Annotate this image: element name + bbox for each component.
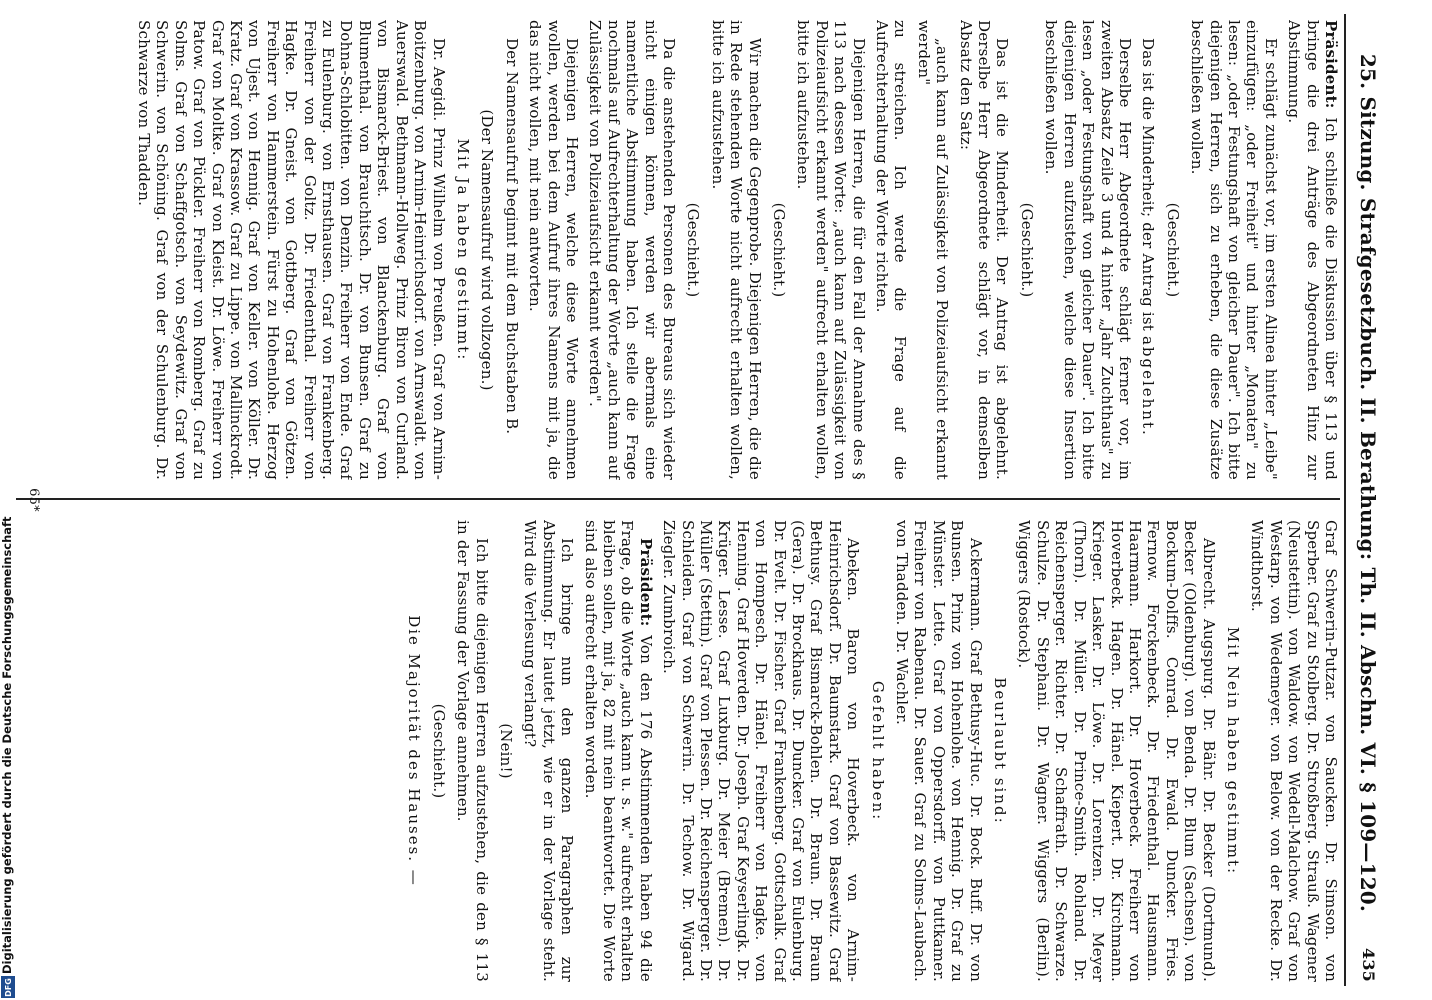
digitization-credit — [0, 516, 16, 1000]
applause-note: (Geschieht.) — [1017, 202, 1036, 298]
paragraph — [1139, 20, 1157, 480]
applause-note: (Geschieht.) — [684, 202, 703, 298]
yes-heading: Mit Ja haben gestimmt: — [453, 138, 472, 362]
paragraph: Ich bitte diejenigen Herren aufzustehen, die den § 113 in der Fassung der Vorlage annehmen. — [454, 520, 491, 982]
dfg-logo-icon — [1, 976, 15, 998]
applause-note: (Geschieht.) — [770, 202, 789, 298]
quotation: „auch kann auf Zulässigkeit von Polizeiaufsicht erkannt werden" — [914, 20, 952, 480]
header-title: 25. Sitzung. Strafgesetzbuch. II. Berathung: Th. II. Abschn. VI. § 109—120. — [1356, 53, 1381, 913]
interjection: (Nein!) — [496, 723, 515, 779]
applause-note: (Geschieht.) — [1163, 202, 1182, 298]
paragraph: Der Namensaufruf beginnt mit dem Buchstaben B. — [502, 38, 521, 435]
paragraph: Er schlägt zunächst vor, im ersten Alinea hinter „Leibe" einzufügen: „oder Freiheit" und hinter „Monaten" zu lesen: „oder Festungshaft von gleicher Dauer". Ich bitte diejenigen Herren, sich zu erheben, die diese Zusätze beschließen wollen. — [1188, 20, 1280, 480]
on-leave-heading: Beurlaubt sind: — [991, 677, 1010, 825]
paragraph: Diejenigen Herren, die für den Fall der Annahme des § 113 nach dessen Worte: „auch kann auf Zulässigkeit von Polizeiaufsicht erkannt werden" aufrecht erhalten wollen, bitte ich aufzustehen. — [794, 20, 868, 480]
paragraph: Wir machen die Gegenprobe. Diejenigen Herren, die die in Rede stehenden Worte nicht aufrecht erhalten wollen, bitte ich aufzustehen. — [708, 20, 764, 480]
sheet-mark: 65* — [26, 488, 42, 512]
column-divider — [16, 498, 1340, 500]
paragraph: Diejenigen Herren, welche diese Worte annehmen wollen, werden bei dem Aufruf ihres Namens mit ja, die das nicht wollen, mit nein antworten. — [526, 20, 581, 480]
no-list: Albrecht. Augspurg. Dr. Bähr. Dr. Becker (Dortmund). Becker (Oldenburg). von Benda. Dr. Blum (Sachsen). von Bockum-Dolffs. Conrad. Dr. Ewald. Duncker. Fries. Fernow. Forckenbeck. Dr. Friedenthal. Hausmann. Haarmann. Harkort. Dr. Hoverbeck. Freiherr von Hoverbeck. Hagen. Dr. Hänel. Kiepert. Dr. Kirchmann. Krieger. Lasker. Dr. Löwe. Dr. Lorentzen. Dr. Meyer (Thorn). Dr. Müller. Dr. Prince-Smith. Rohland. Dr. Reichensperger. Richter. Dr. Schaffrath. Dr. Schwarze. Schulze. Dr. Stephani. Dr. Wagner. Wiggers (Berlin). Wiggers (Rostock). — [1015, 520, 1218, 982]
paragraph: zu streichen. Ich werde die Frage auf die Aufrechterhaltung der Worte richten. — [873, 20, 910, 480]
speaker-label: Präsident: — [636, 538, 655, 627]
paragraph-text: Ich schließe die Diskussion über § 113 und bringe die drei Anträge des Abgeordneten Hinz zur Abstimmung. — [1285, 20, 1340, 480]
vote-result: Die Majorität des Hauses. — — [405, 615, 424, 887]
credit-text: Digitalisierung gefördert durch die Deutsche Forschungsgemeinschaft — [0, 516, 14, 974]
paragraph: Da die anstehenden Personen des Bureaus sich wieder nicht einigen können, werden wir abermals eine namentliche Abstimmung haben. Ich stelle die Frage nochmals auf Aufrechterhaltung der Worte „auch kann auf Zulässigkeit von Polizeiaufsicht erkannt werden". — [586, 20, 678, 480]
roll-call-note: (Der Namensaufruf wird vollzogen.) — [478, 109, 497, 391]
paragraph: Das ist die Minderheit. Der Antrag ist abgelehnt. Derselbe Herr Abgeordnete schlägt vor, in demselben Absatz den Satz: — [956, 20, 1012, 480]
paragraph: Ich bringe nun den ganzen Paragraphen zur Abstimmung. Er lautet jetzt, wie er in der Vorlage steht. Wird die Verlesung verlangt? — [521, 520, 577, 982]
no-heading: Mit Nein haben gestimmt: — [1223, 626, 1242, 876]
yes-list: Dr. Aegidi. Prinz Wilhelm von Preußen. Graf von Arnim-Boitzenburg. von Arnim-Heinrichsdorf. von Arnswaldt. von Auerswald. Bethmann-Hollweg. Prinz Biron von Curland. von Bismarck-Briest. von Blanckenburg. Graf von Blumenthal. von Brauchitsch. Dr. von Bunsen. Graf zu Dohna-Schlobitten. von Denzin. Freiherr von Ende. Graf zu Eulenburg. von Ernsthausen. Graf von Frankenberg. Freiherr von der Goltz. Dr. Friedenthal. Freiherr von Hagke. Dr. Gneist. von Gottberg. Graf von Götzen. Freiherr von Hammerstein. Fürst zu Hohenlohe. Herzog von Ujest. von Hennig. Graf von Keller. von Köller. Dr. Kratz. Graf von Krassow. Graf zu Lippe. von Mallinckrodt. Graf von Moltke. Graf von Kleist. Dr. Löwe. Freiherr von Patow. Graf von Pückler. Freiherr von Romberg. Graf zu Solms. Graf von Schaffgotsch. von Seydewitz. Graf von Schwerin. von Schöning. Graf von der Schulenburg. Dr. Schwarze von Thadden. — [135, 20, 448, 480]
paragraph — [1285, 20, 1340, 480]
speaker-label: Präsident: — [1322, 20, 1340, 109]
header-rule — [1344, 14, 1346, 986]
paragraph: Derselbe Herr Abgeordnete schlägt ferner vor, im zweiten Absatz Zeile 3 und 4 hinter „Jahr Zuchthaus" zu lesen „oder Festungshaft von gleicher Dauer". Ich bitte diejenigen Herren aufzustehen, welche diese Insertion beschließen wollen. — [1042, 20, 1134, 480]
absent-heading: Gefehlt haben: — [868, 680, 887, 822]
dfg-logo-label: DFG — [3, 977, 13, 997]
emphasized-word: abgelehnt. — [1139, 335, 1158, 437]
paragraph-text: Das ist die Minderheit; der Antrag ist — [1139, 38, 1158, 331]
absent-list: Abeken. Baron von Hoverbeck. von Arnim-Heinrichsdorf. Dr. Baumstark. Graf von Bassewitz. Graf Bethusy. Graf Bismarck-Bohlen. Dr. Braun. Dr. Braun (Gera). Dr. Brockhaus. Dr. Duncker. Graf von Eulenburg. Dr. Evelt. Dr. Fischer. Graf Frankenberg. Gottschalk. Graf von Hompesch. Dr. Hänel. Freiherr von Hagke. von Henning. Graf Hoverden. Dr. Joseph. Graf Keyserlingk. Dr. Krüger. Lesse. Graf Luxburg. Dr. Meier (Bremen). Dr. Müller (Stettin). Graf von Plessen. Dr. Reichensperger. Dr. Schleiden. Graf von Schwerin. Dr. Techow. Dr. Wigard. Ziegler. Zumbroich. — [660, 520, 863, 982]
running-header — [1352, 18, 1384, 982]
on-leave-list: Ackermann. Graf Bethusy-Huc. Dr. Bock. Buff. Dr. von Bunsen. Prinz von Hohenlohe. von Hennig. Dr. Graf zu Münster. Lette. Graf von Oppersdorff. von Puttkamer. Freiherr von Rabenau. Dr. Sauer. Graf zu Solms-Laubach. von Thadden. Dr. Wachler. — [893, 520, 985, 982]
paragraph — [581, 520, 655, 982]
applause-note: (Geschieht.) — [429, 703, 448, 799]
name-list-continued: Graf Schwerin-Putzar. von Saucken. Dr. Simson. von Sperber. Graf zu Stolberg. Dr. Stroßberg. Strauß. Wagener (Neustettin). von Waldow. von Wedell-Malchow. Graf von Westarp. von Wedemeyer. von Below. von der Recke. Dr. Windthorst. — [1248, 520, 1340, 982]
right-column — [14, 520, 1340, 982]
paragraph-text: Von den 176 Abstimmenden haben 94 die Frage, ob die Worte „auch kann u. s. w." aufrecht erhalten bleiben sollen, mit ja, 82 mit nein beantwortet. Die Worte sind also aufrecht erhalten worden. — [581, 520, 655, 982]
page-number: 435 — [1359, 948, 1379, 982]
left-column — [14, 20, 1340, 480]
